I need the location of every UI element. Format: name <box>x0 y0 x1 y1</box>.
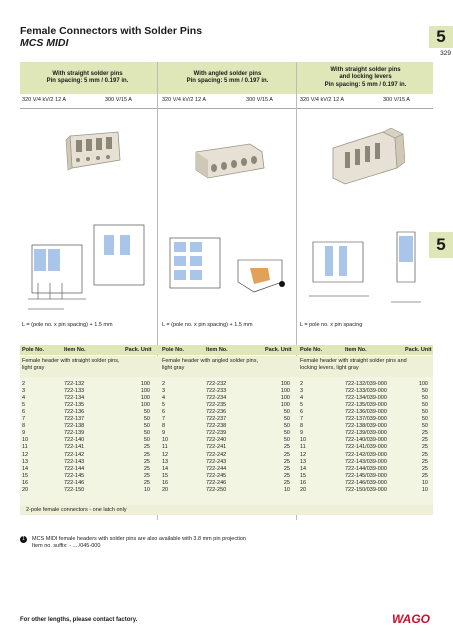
table-cell-item: 722-142/039-000 <box>345 451 387 458</box>
table-cell-pole: 15 <box>162 472 169 479</box>
note-marker: 1 <box>20 536 27 543</box>
table-cell-item: 722-239 <box>206 430 227 437</box>
table-cell-item: 722-240 <box>206 437 227 444</box>
table-cell-item: 722-133/039-000 <box>345 388 387 395</box>
table-cell-pack: 25 <box>421 451 428 458</box>
table-cell-item: 722-232 <box>206 381 227 387</box>
table-cell-pack: 25 <box>143 472 150 479</box>
table-cell-pole: 16 <box>22 479 29 486</box>
table-cell-pack: 100 <box>280 402 290 409</box>
table-cell-pole: 6 <box>162 409 166 416</box>
table-cell-item: 722-139/039-000 <box>345 430 387 437</box>
table-cell-pack: 25 <box>421 444 428 451</box>
table-cell-pole: 9 <box>300 430 304 437</box>
table-cell-item: 722-139 <box>64 430 85 437</box>
table-cell-item: 722-134/039-000 <box>345 395 387 402</box>
table-cell-pole: 7 <box>22 416 26 423</box>
table-cell-item: 722-245 <box>206 472 227 479</box>
table-cell-pole: 7 <box>162 416 166 423</box>
rating-3b: 300 V/15 A <box>383 97 410 103</box>
table-cell-item: 722-132 <box>64 381 85 387</box>
table-cell-pole: 6 <box>300 409 304 416</box>
table-cell-pole: 10 <box>22 437 29 444</box>
table-cell-item: 722-144/039-000 <box>345 465 387 472</box>
table-cell-pole: 10 <box>162 437 169 444</box>
table-cell-item: 722-136 <box>64 409 85 416</box>
table-cell-pole: 4 <box>22 395 26 402</box>
table-cell-pack: 100 <box>418 381 428 387</box>
table-cell-item: 722-136/039-000 <box>345 409 387 416</box>
table-cell-pack: 50 <box>283 430 290 437</box>
note-line-2: Item no. suffix: - ... /045-000 <box>32 543 101 549</box>
th-pack-2: Pack. Unit <box>265 347 292 353</box>
table-cell-pole: 3 <box>300 388 304 395</box>
table-cell-pack: 100 <box>280 395 290 402</box>
table-cell-pack: 25 <box>283 458 290 465</box>
table-cell-item: 722-140 <box>64 437 85 444</box>
table-cell-pack: 25 <box>143 465 150 472</box>
side-section-tab: 5 <box>429 232 453 258</box>
table-cell-pole: 2 <box>22 381 26 387</box>
table-cell-pack: 100 <box>280 388 290 395</box>
table-cell-pack: 10 <box>421 479 428 486</box>
wago-logo <box>392 612 432 626</box>
table-cell-pack: 25 <box>143 451 150 458</box>
table-cell-item: 722-150/039-000 <box>345 486 387 493</box>
table-cell-pack: 25 <box>283 444 290 451</box>
section-tab: 5 <box>429 26 453 48</box>
table-cell-pack: 100 <box>140 395 150 402</box>
table-cell-pack: 50 <box>143 423 150 430</box>
formula-2: L = (pole no. x pin spacing) + 1.5 mm <box>162 322 253 328</box>
description-3: Female header with straight solder pins and locking levers, light gray <box>300 358 407 371</box>
table-cell-pole: 15 <box>300 472 307 479</box>
table-cell-pack: 50 <box>143 430 150 437</box>
table-cell-pack: 10 <box>143 486 150 493</box>
table-cell-pole: 2 <box>162 381 166 387</box>
table-cell-pole: 14 <box>22 465 29 472</box>
ratings-row <box>20 95 433 109</box>
table-cell-pole: 9 <box>162 430 166 437</box>
table-cell-item: 722-141 <box>64 444 85 451</box>
description-1: Female header with straight solder pins, light gray <box>22 358 120 371</box>
table-cell-pole: 4 <box>300 395 304 402</box>
table-cell-pole: 14 <box>300 465 307 472</box>
th-pole-2: Pole No. <box>162 347 185 353</box>
table-cell-pole: 13 <box>162 458 169 465</box>
table-cell-pack: 25 <box>283 465 290 472</box>
table-cell-pole: 12 <box>300 451 307 458</box>
table-cell-pack: 50 <box>421 402 428 409</box>
table-cell-pack: 50 <box>283 416 290 423</box>
table-cell-pole: 15 <box>22 472 29 479</box>
table-cell-item: 722-242 <box>206 451 227 458</box>
table-cell-item: 722-132/039-000 <box>345 381 387 387</box>
table-cell-item: 722-236 <box>206 409 227 416</box>
table-cell-pole: 16 <box>162 479 169 486</box>
drawing-angled <box>164 232 294 302</box>
table-cell-pack: 100 <box>280 381 290 387</box>
drawing-straight <box>24 213 156 313</box>
table-cell-item: 722-233 <box>206 388 227 395</box>
table-cell-item: 722-135/039-000 <box>345 402 387 409</box>
table-cell-pack: 50 <box>421 423 428 430</box>
table-cell-pack: 50 <box>143 437 150 444</box>
table-cell-pole: 6 <box>22 409 26 416</box>
table-cell-item: 722-143 <box>64 458 85 465</box>
th-item-3: Item No. <box>345 347 367 353</box>
th-pack-3: Pack. Unit <box>405 347 432 353</box>
table-cell-pole: 4 <box>162 395 166 402</box>
table-cell-item: 722-243 <box>206 458 227 465</box>
table-cell-pack: 25 <box>283 479 290 486</box>
page-title: Female Connectors with Solder Pins <box>20 25 203 37</box>
table-cell-pack: 50 <box>283 409 290 416</box>
table-cell-pole: 3 <box>22 388 26 395</box>
formula-3: L = pole no. x pin spacing <box>300 322 363 328</box>
table-cell-item: 722-250 <box>206 486 227 493</box>
table-cell-item: 722-133 <box>64 388 85 395</box>
table-cell-item: 722-141/039-000 <box>345 444 387 451</box>
table-cell-pack: 25 <box>143 458 150 465</box>
th-pole-3: Pole No. <box>300 347 323 353</box>
table-cell-pole: 5 <box>162 402 166 409</box>
table-cell-pole: 5 <box>300 402 304 409</box>
table-cell-item: 722-137/039-000 <box>345 416 387 423</box>
table-cell-pack: 50 <box>421 409 428 416</box>
table-cell-item: 722-144 <box>64 465 85 472</box>
table-cell-pack: 50 <box>421 395 428 402</box>
page-number: 329 <box>440 50 451 57</box>
table-cell-item: 722-140/039-000 <box>345 437 387 444</box>
table-cell-pack: 50 <box>143 409 150 416</box>
table-cell-item: 722-143/039-000 <box>345 458 387 465</box>
table-cell-pole: 12 <box>162 451 169 458</box>
table-cell-item: 722-135 <box>64 402 85 409</box>
table-cell-pack: 10 <box>421 486 428 493</box>
table-cell-pack: 25 <box>421 458 428 465</box>
column-heading-1: With straight solder pins Pin spacing: 5 mm / 0.197 in. <box>46 70 129 84</box>
table-cell-item: 722-244 <box>206 465 227 472</box>
table-cell-item: 722-145/039-000 <box>345 472 387 479</box>
table-cell-pole: 7 <box>300 416 304 423</box>
table-cell-item: 722-246 <box>206 479 227 486</box>
description-2: Female header with angled solder pins, light gray <box>162 358 259 371</box>
table-cell-item: 722-146/039-000 <box>345 479 387 486</box>
table-cell-pack: 50 <box>421 388 428 395</box>
table-cell-pack: 50 <box>421 416 428 423</box>
table-cell-pack: 25 <box>143 479 150 486</box>
th-pole-1: Pole No. <box>22 347 45 353</box>
table-cell-pack: 50 <box>283 437 290 444</box>
table-cell-pole: 20 <box>300 486 307 493</box>
table-cell-pack: 25 <box>143 444 150 451</box>
table-cell-pole: 16 <box>300 479 307 486</box>
table-cell-pack: 25 <box>421 465 428 472</box>
th-pack-1: Pack. Unit <box>125 347 152 353</box>
table-cell-item: 722-150 <box>64 486 85 493</box>
column-heading-3: With straight solder pins and locking levers Pin spacing: 5 mm / 0.197 in. <box>324 66 407 88</box>
table-cell-item: 722-138 <box>64 423 85 430</box>
table-cell-item: 722-235 <box>206 402 227 409</box>
footer-text: For other lengths, please contact factory. <box>20 617 138 623</box>
table-cell-pack: 25 <box>283 472 290 479</box>
table-cell-pack: 50 <box>283 423 290 430</box>
table-cell-item: 722-237 <box>206 416 227 423</box>
note <box>20 536 246 550</box>
table-cell-item: 722-142 <box>64 451 85 458</box>
table-cell-pole: 5 <box>22 402 26 409</box>
table-cell-pack: 100 <box>140 402 150 409</box>
table-cell-pole: 11 <box>22 444 28 451</box>
table-cell-pole: 2 <box>300 381 304 387</box>
product-photo-angled <box>190 140 270 182</box>
th-item-2: Item No. <box>206 347 228 353</box>
column-heading-2: With angled solder pins Pin spacing: 5 mm / 0.197 in. <box>186 70 269 84</box>
table-cell-item: 722-241 <box>206 444 227 451</box>
table-cell-pole: 13 <box>22 458 29 465</box>
table-cell-item: 722-145 <box>64 472 85 479</box>
table-cell-pole: 11 <box>300 444 306 451</box>
svg-text:WAGO: WAGO <box>392 612 430 626</box>
drawing-locking <box>303 222 433 312</box>
table-cell-pole: 10 <box>300 437 307 444</box>
note-line-1: MCS MIDI female headers with solder pins are also available with 3.8 mm pin projection <box>32 536 246 542</box>
table-cell-pole: 11 <box>162 444 168 451</box>
rating-3a: 320 V/4 kV/2 12 A <box>300 97 345 103</box>
table-cell-pole: 20 <box>22 486 29 493</box>
product-photo-straight <box>62 130 124 172</box>
th-item-1: Item No. <box>64 347 86 353</box>
table-cell-item: 722-238 <box>206 423 227 430</box>
table-cell-item: 722-234 <box>206 395 227 402</box>
table-cell-pole: 20 <box>162 486 169 493</box>
table-cell-pole: 8 <box>162 423 166 430</box>
table-cell-pole: 8 <box>300 423 304 430</box>
table-cell-pack: 25 <box>421 472 428 479</box>
table-cell-pole: 8 <box>22 423 26 430</box>
table-cell-item: 722-146 <box>64 479 85 486</box>
page-subtitle: MCS MIDI <box>20 37 69 49</box>
table-footnote: 2-pole female connectors - one latch only <box>26 507 127 513</box>
table-cell-pole: 13 <box>300 458 307 465</box>
table-cell-pack: 100 <box>140 388 150 395</box>
rating-1b: 300 V/15 A <box>105 97 132 103</box>
table-cell-pack: 10 <box>283 486 290 493</box>
table-cell-pole: 3 <box>162 388 166 395</box>
table-cell-pack: 25 <box>283 451 290 458</box>
rating-1a: 320 V/4 kV/2 12 A <box>22 97 67 103</box>
rating-2b: 300 V/15 A <box>246 97 273 103</box>
formula-1: L = (pole no. x pin spacing) + 1.5 mm <box>22 322 113 328</box>
table-cell-item: 722-134 <box>64 395 85 402</box>
table-cell-pack: 50 <box>143 416 150 423</box>
table-cell-pole: 14 <box>162 465 169 472</box>
table-cell-pack: 25 <box>421 430 428 437</box>
table-cell-item: 722-137 <box>64 416 85 423</box>
product-photo-locking <box>325 128 405 190</box>
table-cell-item: 722-138/039-000 <box>345 423 387 430</box>
rating-2a: 320 V/4 kV/2 12 A <box>162 97 207 103</box>
table-cell-pack: 100 <box>140 381 150 387</box>
table-cell-pack: 25 <box>421 437 428 444</box>
table-cell-pole: 9 <box>22 430 26 437</box>
table-cell-pole: 12 <box>22 451 29 458</box>
